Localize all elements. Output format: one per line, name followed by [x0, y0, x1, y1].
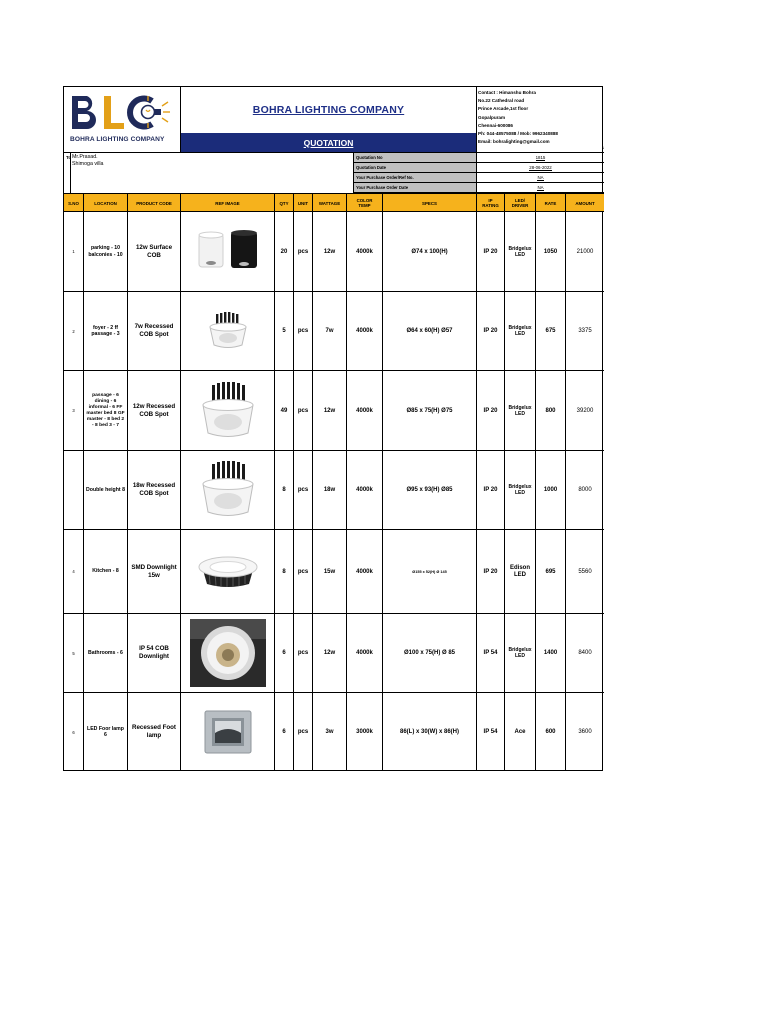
- cell-rate: 600: [536, 693, 566, 771]
- recessed-spot-icon: [206, 311, 250, 351]
- cell-rate: 675: [536, 292, 566, 370]
- info-label: Your Purchase Order/Ref No.: [354, 173, 476, 183]
- table-row: [64, 530, 604, 614]
- po-ref-value: NA: [537, 174, 544, 180]
- table-row: [64, 212, 604, 292]
- col-header-wattage: WATTAGE: [313, 194, 347, 212]
- cell-wattage: 12w: [313, 371, 347, 450]
- table-header: [64, 193, 604, 212]
- cell-color-temp: 4000k: [347, 371, 383, 450]
- cell-driver: Bridgelux LED: [505, 292, 536, 370]
- foot-lamp-icon: [203, 709, 253, 755]
- cell-rate: 695: [536, 530, 566, 613]
- cell-driver: Bridgelux LED: [505, 212, 536, 291]
- cell-ip-rating: IP 20: [477, 212, 505, 291]
- cell-location: foyer - 2 ff passage - 3: [84, 292, 128, 370]
- cell-location: Kitchen - 8: [84, 530, 128, 613]
- quotation-band: [181, 133, 476, 153]
- cell-rate: 1400: [536, 614, 566, 692]
- cell-ref-image: [181, 693, 275, 771]
- cell-color-temp: 4000k: [347, 614, 383, 692]
- quotation-date-value: 28-06-2022: [529, 164, 552, 170]
- contact-line: Email: bohralighting@gmail.com: [478, 139, 550, 145]
- cell-amount: 21000: [576, 248, 594, 255]
- contact-line: Chennai-600086: [478, 122, 513, 128]
- contact-line: No.22 Cathedral road: [478, 98, 525, 104]
- cell-amount: 8000: [578, 487, 592, 493]
- cell-qty: 20: [275, 212, 294, 291]
- cell-product-code: SMD Downlight 15w: [128, 530, 181, 613]
- cell-specs: 86(L) x 30(W) x 86(H): [383, 693, 477, 771]
- cell-amount: 8400: [578, 650, 592, 656]
- table-row: [64, 693, 604, 771]
- cell-qty: 5: [275, 292, 294, 370]
- cell-color-temp: 3000k: [347, 693, 383, 771]
- cell-ref-image: [181, 530, 275, 613]
- page-mark: 1: [601, 144, 604, 150]
- cell-driver: Bridgelux LED: [505, 451, 536, 529]
- col-header-color-temp: COLOR TEMP: [347, 194, 383, 212]
- ip54-downlight-photo-icon: [190, 619, 266, 687]
- logo-text: BOHRA LIGHTING COMPANY: [70, 136, 165, 143]
- cell-unit: pcs: [294, 371, 313, 450]
- cell-specs: Ø100 x 75(H) Ø 85: [383, 614, 477, 692]
- cell-amount: 3600: [578, 729, 592, 735]
- col-header-amount: AMOUNT: [575, 200, 595, 206]
- cell-rate: 1050: [536, 212, 566, 291]
- surface-cylinder-lights-icon: [193, 227, 263, 277]
- cell-product-code: IP 54 COB Downlight: [128, 614, 181, 692]
- cell-wattage: 7w: [313, 292, 347, 370]
- cell-color-temp: 4000k: [347, 451, 383, 529]
- cell-color-temp: 4000k: [347, 292, 383, 370]
- col-header-product-code: PRODUCT CODE: [128, 194, 181, 212]
- contact-line: Gopalpuram: [478, 114, 506, 120]
- cell-sno: 2: [64, 292, 84, 370]
- cell-sno: 1: [64, 212, 84, 291]
- cell-ref-image: [181, 212, 275, 291]
- cell-ref-image: [181, 614, 275, 692]
- cell-wattage: 12w: [313, 614, 347, 692]
- cell-ip-rating: IP 54: [477, 693, 505, 771]
- cell-wattage: 12w: [313, 212, 347, 291]
- cell-wattage: 15w: [313, 530, 347, 613]
- cell-qty: 6: [275, 693, 294, 771]
- cell-product-code: 7w Recessed COB Spot: [128, 292, 181, 370]
- cell-sno: [64, 451, 84, 529]
- info-label: Your Purchase Order Date: [354, 183, 476, 193]
- cell-ref-image: [181, 451, 275, 529]
- col-header-specs: SPECS: [383, 194, 477, 212]
- cell-amount: 39200: [576, 407, 594, 414]
- table-row: [64, 614, 604, 693]
- cell-product-code: 12w Surface COB: [128, 212, 181, 291]
- info-value-row: [477, 173, 604, 183]
- cell-sno: 4: [64, 530, 84, 613]
- cell-specs: Ø95 x 93(H) Ø85: [383, 451, 477, 529]
- cell-qty: 6: [275, 614, 294, 692]
- cell-product-code: 18w Recessed COB Spot: [128, 451, 181, 529]
- cell-wattage: 3w: [313, 693, 347, 771]
- quotation-sheet: [63, 86, 603, 771]
- cell-location: Double height 8: [84, 451, 128, 529]
- po-date-value: NA: [537, 184, 544, 190]
- col-header-location: LOCATION: [84, 194, 128, 212]
- info-value-row: [477, 163, 604, 173]
- cell-location: parking - 10 balconies - 10: [84, 212, 128, 291]
- info-value-row: [477, 153, 604, 163]
- cell-unit: pcs: [294, 451, 313, 529]
- contact-block: [476, 87, 604, 153]
- cell-qty: 49: [275, 371, 294, 450]
- col-header-led-driver: LED/ DRIVER: [505, 194, 536, 212]
- info-label: Quotation Date: [354, 163, 476, 173]
- customer-block: [71, 153, 351, 193]
- cell-unit: pcs: [294, 614, 313, 692]
- cell-amount: 5560: [578, 568, 592, 575]
- cell-unit: pcs: [294, 212, 313, 291]
- cell-ref-image: [181, 371, 275, 450]
- cell-specs: Ø155 x 52(H) Ø 145: [383, 530, 477, 613]
- customer-name: Mr.Prasad.: [72, 154, 98, 160]
- smd-downlight-icon: [195, 550, 261, 594]
- cell-rate: 1000: [536, 451, 566, 529]
- col-header-ip-rating: IP RATING: [477, 194, 505, 212]
- cell-ip-rating: IP 20: [477, 371, 505, 450]
- table-row: [64, 292, 604, 371]
- cell-product-code: Recessed Foot lamp: [128, 693, 181, 771]
- contact-line: Ph: 044-48575088 / Mob: 9962340888: [478, 131, 558, 137]
- cell-sno: 3: [64, 371, 84, 450]
- cell-location: passage - 6 dining - 6 informal - 6 FF master bed 8 GF master - 8 bed 2 - 8 bed 3 - 7: [84, 371, 128, 450]
- cell-driver: Ace: [505, 693, 536, 771]
- recessed-spot-large-icon: [200, 381, 256, 441]
- cell-qty: 8: [275, 530, 294, 613]
- contact-line: Contact : Himanshu Bohra: [478, 90, 536, 95]
- company-logo: [64, 87, 181, 153]
- info-label: Quotation No: [354, 153, 476, 163]
- cell-driver: Bridgelux LED: [505, 614, 536, 692]
- blc-logo-icon: [64, 87, 180, 137]
- cell-driver: Bridgelux LED: [505, 371, 536, 450]
- cell-unit: pcs: [294, 530, 313, 613]
- table-row: [64, 371, 604, 451]
- cell-color-temp: 4000k: [347, 212, 383, 291]
- cell-ip-rating: IP 20: [477, 451, 505, 529]
- col-header-qty: QTY: [275, 194, 294, 212]
- cell-specs: Ø85 x 75(H) Ø75: [383, 371, 477, 450]
- table-row: [64, 451, 604, 530]
- cell-wattage: 18w: [313, 451, 347, 529]
- col-header-ref-image: REF IMAGE: [181, 194, 275, 212]
- cell-specs: Ø64 x 60(H) Ø57: [383, 292, 477, 370]
- contact-line: Prince Arcade,1st floor: [478, 106, 529, 112]
- cell-ref-image: [181, 292, 275, 370]
- cell-unit: pcs: [294, 693, 313, 771]
- to-label: To: [64, 153, 71, 193]
- cell-qty: 8: [275, 451, 294, 529]
- col-header-unit: UNIT: [294, 194, 313, 212]
- doc-type-label: QUOTATION: [303, 137, 354, 148]
- cell-sno: 6: [64, 693, 84, 771]
- cell-rate: 800: [536, 371, 566, 450]
- cell-sno: 5: [64, 614, 84, 692]
- company-title: BOHRA LIGHTING COMPANY: [252, 104, 405, 116]
- col-header-rate: RATE: [536, 194, 566, 212]
- cell-amount: 3375: [578, 328, 592, 334]
- customer-project: Shimoga villa: [72, 161, 104, 167]
- quotation-info-labels: [353, 153, 476, 193]
- cell-ip-rating: IP 54: [477, 614, 505, 692]
- cell-unit: pcs: [294, 292, 313, 370]
- recessed-spot-large-icon: [200, 460, 256, 520]
- col-header-sno: S.NO: [64, 194, 84, 212]
- company-title-cell: [181, 87, 476, 133]
- cell-color-temp: 4000k: [347, 530, 383, 613]
- info-value-row: [477, 183, 604, 193]
- cell-ip-rating: IP 20: [477, 292, 505, 370]
- cell-location: LED Foor lamp 6: [84, 693, 128, 771]
- cell-product-code: 12w Recessed COB Spot: [128, 371, 181, 450]
- cell-location: Bathrooms - 6: [84, 614, 128, 692]
- cell-ip-rating: IP 20: [477, 530, 505, 613]
- cell-specs: Ø74 x 100(H): [383, 212, 477, 291]
- quotation-info-values: [476, 153, 604, 193]
- cell-driver: Edison LED: [505, 530, 536, 613]
- quotation-no-value: 1815: [535, 154, 546, 160]
